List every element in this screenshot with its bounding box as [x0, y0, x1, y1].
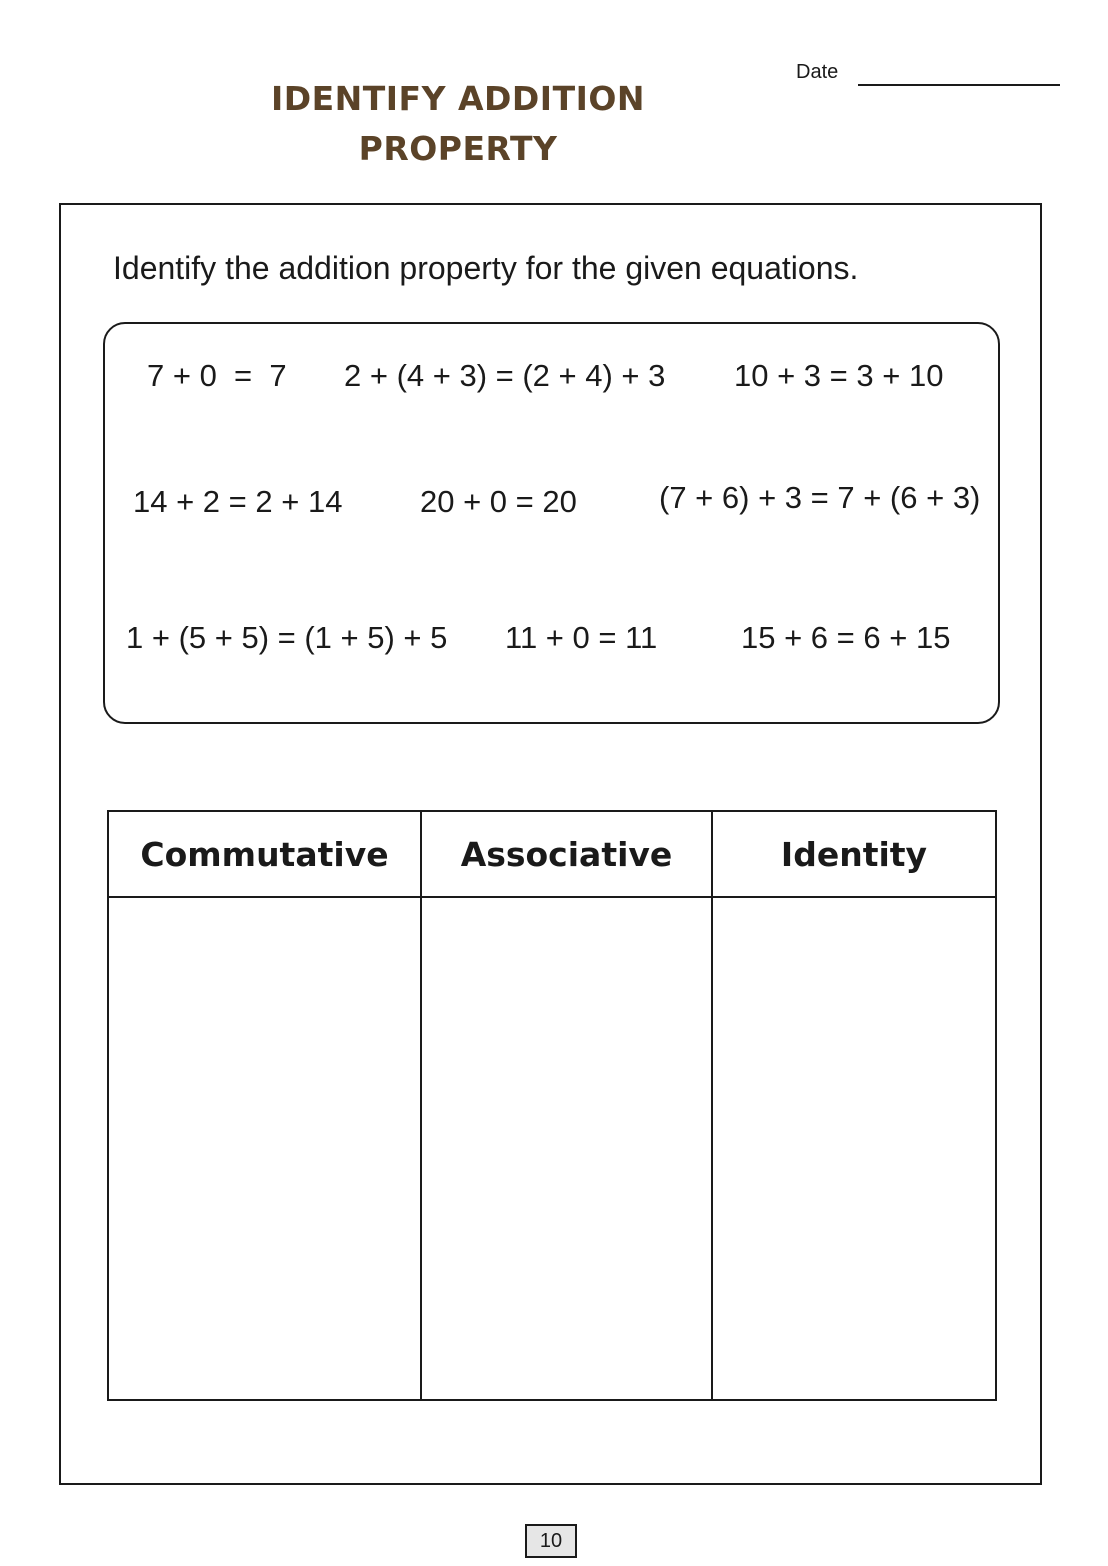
- equation-7: 1 + (5 + 5) = (1 + 5) + 5: [126, 620, 448, 655]
- equation-6: (7 + 6) + 3 = 7 + (6 + 3): [659, 480, 981, 515]
- property-sort-table: [107, 810, 997, 1401]
- equation-1: 7 + 0 = 7: [147, 358, 287, 393]
- equation-8: 11 + 0 = 11: [505, 620, 658, 655]
- commutative-answer-cell[interactable]: [108, 897, 421, 1400]
- equation-5: 20 + 0 = 20: [420, 484, 577, 519]
- instruction-text: Identify the addition property for the given equations.: [113, 250, 859, 286]
- table-header-row: [108, 811, 996, 897]
- page-number: 10: [525, 1524, 577, 1558]
- header-identity: Identity: [712, 811, 996, 897]
- associative-answer-cell[interactable]: [421, 897, 712, 1400]
- equation-4: 14 + 2 = 2 + 14: [133, 484, 343, 519]
- title-line-1: IDENTIFY ADDITION: [270, 79, 646, 118]
- equation-2: 2 + (4 + 3) = (2 + 4) + 3: [344, 358, 666, 393]
- header-associative: Associative: [421, 811, 712, 897]
- title-line-2: PROPERTY: [358, 129, 558, 168]
- worksheet-title: [230, 74, 686, 174]
- date-label: Date: [796, 61, 839, 83]
- equation-9: 15 + 6 = 6 + 15: [741, 620, 951, 655]
- date-field-line[interactable]: [858, 84, 1060, 86]
- table-answer-row: [108, 897, 996, 1400]
- header-commutative: Commutative: [108, 811, 421, 897]
- equation-3: 10 + 3 = 3 + 10: [734, 358, 944, 393]
- identity-answer-cell[interactable]: [712, 897, 996, 1400]
